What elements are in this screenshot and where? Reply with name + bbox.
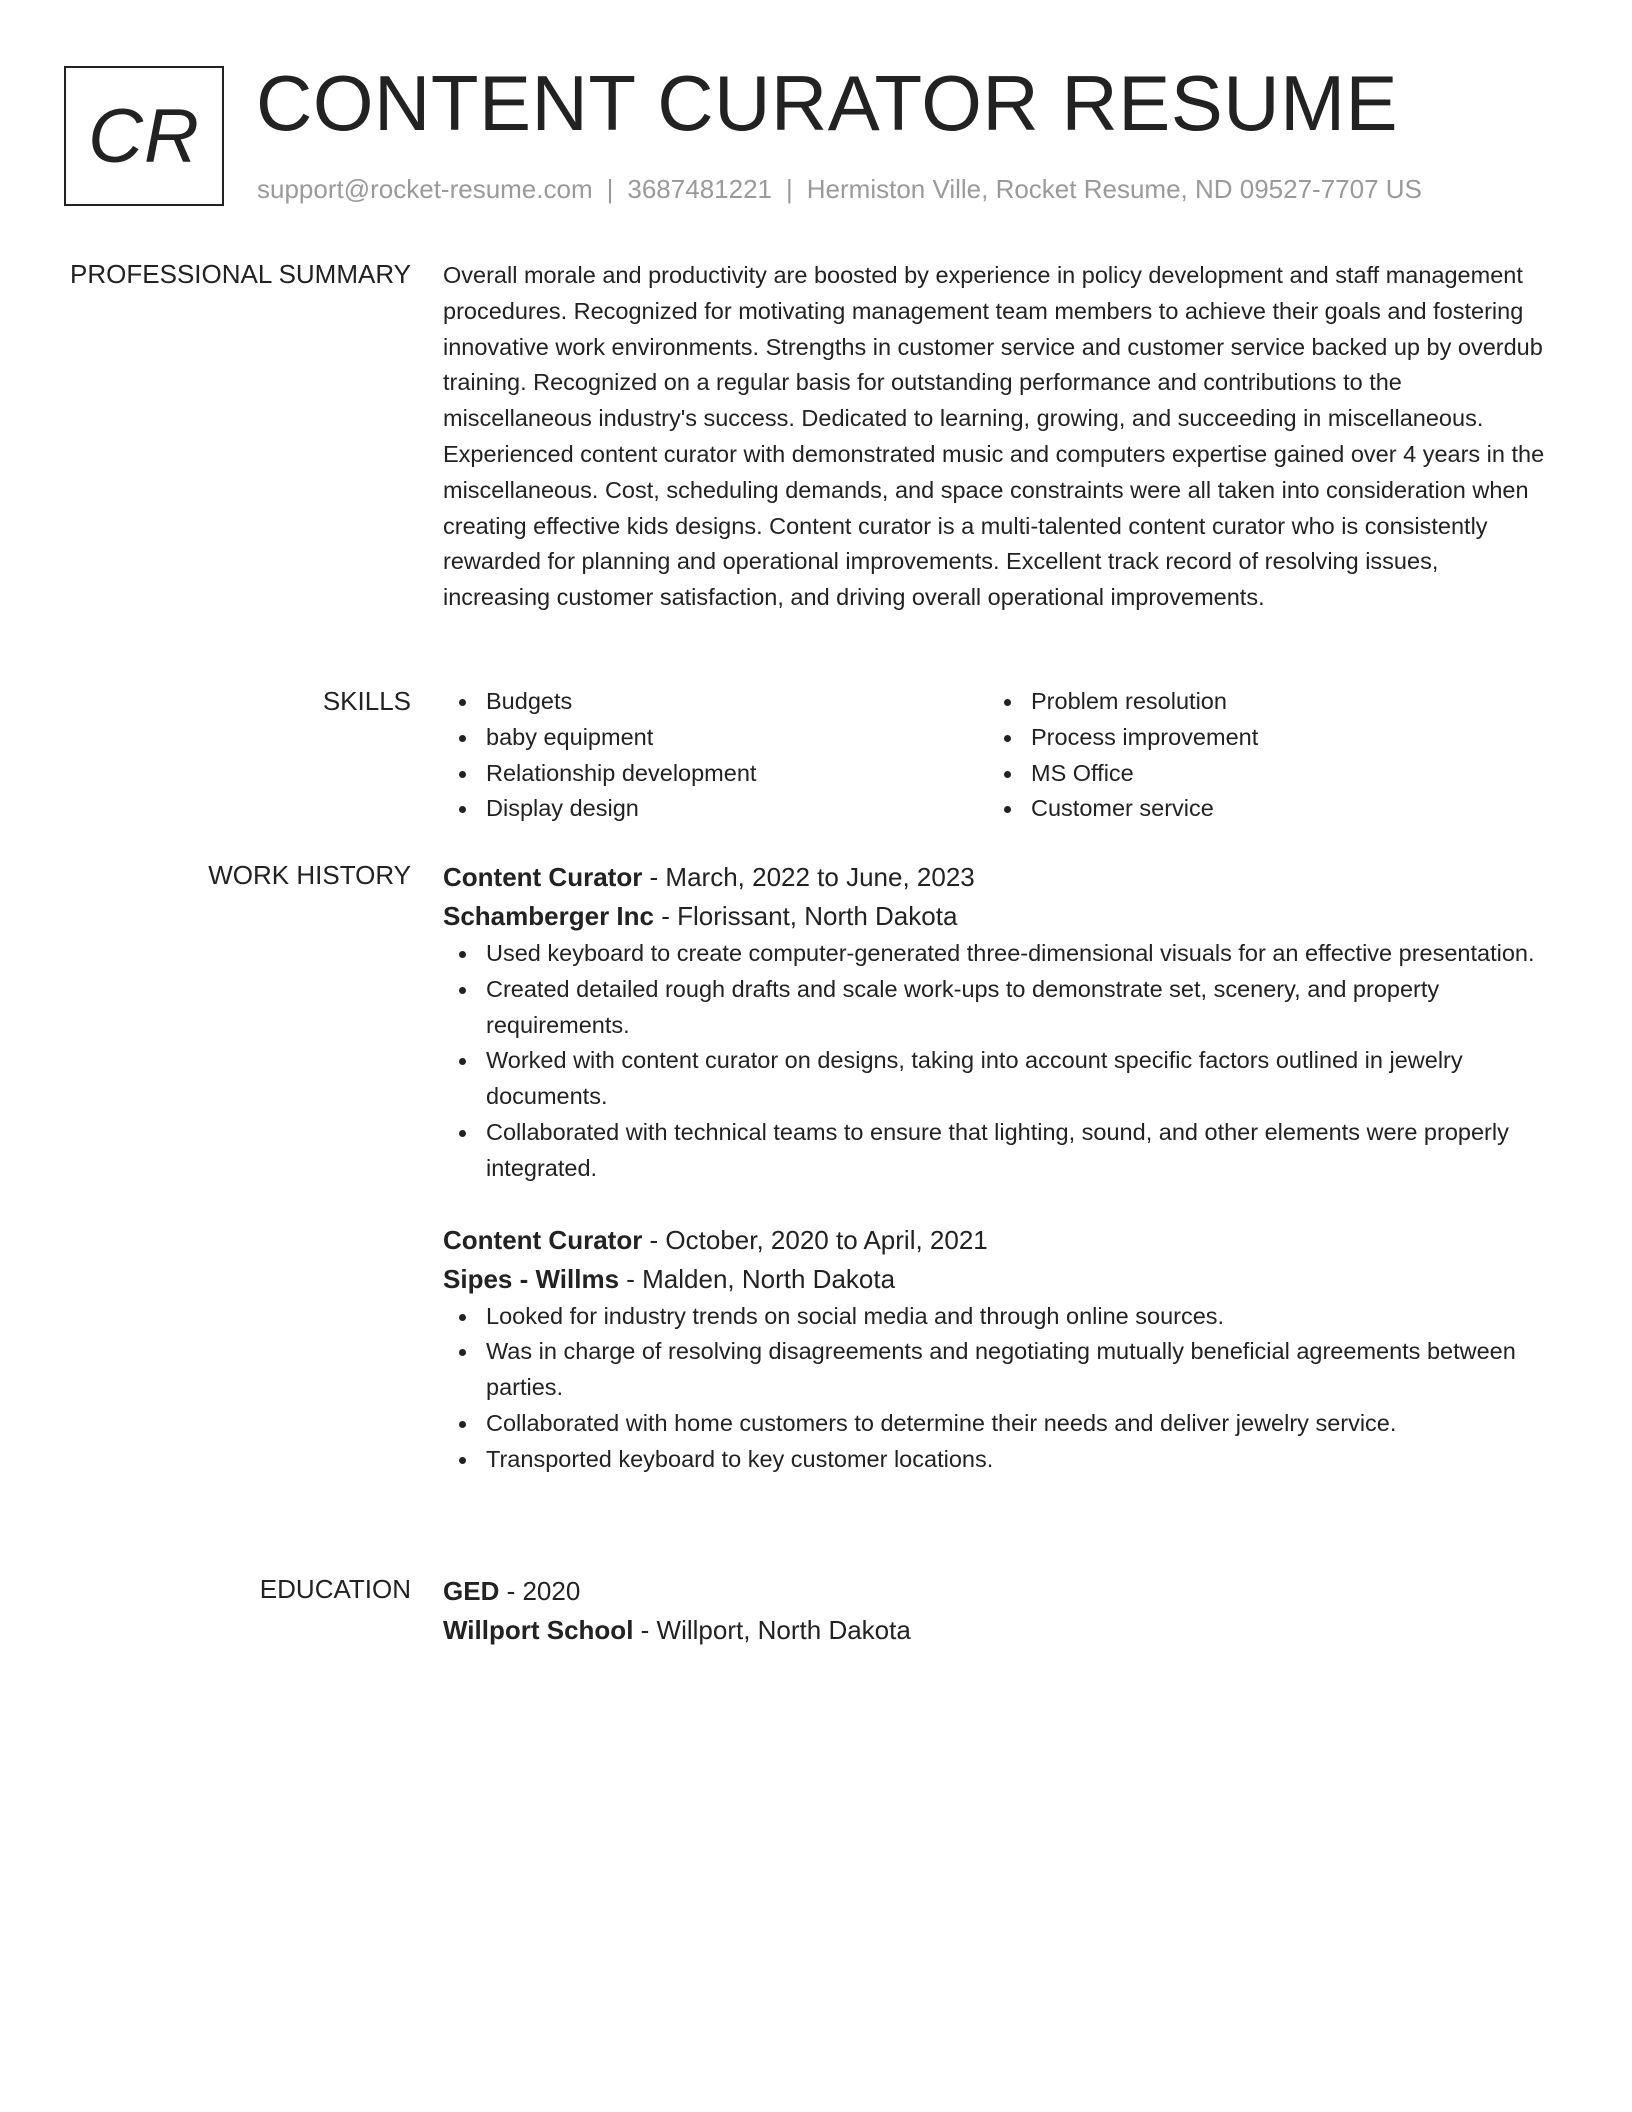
- skill-item: Budgets: [443, 684, 988, 720]
- contact-address: Hermiston Ville, Rocket Resume, ND 09527-7707 US: [806, 174, 1422, 204]
- skills-list-left: [443, 684, 988, 827]
- job-company-line: [443, 897, 1548, 936]
- contact-separator: |: [606, 174, 614, 204]
- skills-body: [443, 684, 1548, 827]
- job-entry: [443, 1221, 1548, 1478]
- job-location: - Malden, North Dakota: [619, 1263, 896, 1294]
- job-bullet: Transported keyboard to key customer locations.: [443, 1442, 1548, 1478]
- section-label-education: EDUCATION: [259, 1574, 411, 1604]
- education-year: - 2020: [499, 1576, 581, 1606]
- education-location: - Willport, North Dakota: [633, 1615, 911, 1645]
- skills-column-right: [988, 684, 1533, 827]
- job-bullet: Looked for industry trends on social media and through online sources.: [443, 1299, 1548, 1335]
- job-dates: - March, 2022 to June, 2023: [642, 862, 975, 892]
- job-entry: [443, 858, 1548, 1187]
- skill-item: Display design: [443, 791, 988, 827]
- skill-item: Relationship development: [443, 756, 988, 792]
- job-location: - Florissant, North Dakota: [653, 901, 958, 931]
- skills-list-right: [988, 684, 1533, 827]
- job-bullet: Worked with content curator on designs, taking into account specific factors outlined in jewelry documents.: [443, 1043, 1548, 1115]
- job-bullet: Collaborated with technical teams to ensure that lighting, sound, and other elements were properly integrated.: [443, 1115, 1548, 1187]
- skill-item: baby equipment: [443, 720, 988, 756]
- skill-item: Process improvement: [988, 720, 1533, 756]
- job-bullet-list: [443, 1299, 1548, 1478]
- section-label-work-history: WORK HISTORY: [208, 860, 411, 890]
- job-bullet-list: [443, 936, 1548, 1187]
- education-body: [443, 1572, 1548, 1650]
- job-company: Sipes - Willms: [443, 1263, 620, 1294]
- section-label-skills: SKILLS: [322, 686, 411, 716]
- skill-item: Problem resolution: [988, 684, 1533, 720]
- job-title: Content Curator: [443, 1224, 643, 1255]
- contact-separator: |: [786, 174, 793, 204]
- education-school-line: [443, 1611, 1548, 1650]
- section-label-summary: PROFESSIONAL SUMMARY: [70, 259, 411, 289]
- job-bullet: Collaborated with home customers to determine their needs and deliver jewelry service.: [443, 1406, 1548, 1442]
- contact-email[interactable]: support@rocket-resume.com: [257, 174, 593, 204]
- education-degree-line: [443, 1572, 1548, 1611]
- education-degree: GED: [443, 1576, 500, 1606]
- skills-columns: [443, 684, 1548, 827]
- contact-line: [257, 172, 1422, 206]
- skill-item: Customer service: [988, 791, 1533, 827]
- education-school: Willport School: [443, 1615, 634, 1645]
- work-history-body: [443, 858, 1548, 1478]
- job-bullet: Was in charge of resolving disagreements and negotiating mutually beneficial agreements between parties.: [443, 1334, 1548, 1406]
- monogram-badge: CR: [64, 66, 224, 206]
- summary-body: [443, 258, 1548, 616]
- resume-title: CONTENT CURATOR RESUME: [256, 59, 1399, 147]
- job-company-line: [443, 1260, 1548, 1299]
- job-company: Schamberger Inc: [443, 901, 654, 931]
- job-dates: - October, 2020 to April, 2021: [642, 1224, 988, 1255]
- skills-column-left: [443, 684, 988, 827]
- job-bullet: Created detailed rough drafts and scale work-ups to demonstrate set, scenery, and property requirements.: [443, 972, 1548, 1044]
- contact-phone[interactable]: 3687481221: [627, 174, 772, 204]
- job-title-line: [443, 858, 1548, 897]
- job-title-line: [443, 1221, 1548, 1260]
- summary-text: Overall morale and productivity are boosted by experience in policy development and staff management procedures. Recognized for motivating management team members to achieve their goals and fostering innovative work environments. Strengths in customer service and customer service backed up by overdub training. Recognized on a regular basis for outstanding performance and contributions to the miscellaneous industry's success. Dedicated to learning, growing, and succeeding in miscellaneous. Experienced content curator with demonstrated music and computers expertise gained over 4 years in the miscellaneous. Cost, scheduling demands, and space constraints were all taken into consideration when creating effective kids designs. Content curator is a multi-talented content curator who is consistently rewarded for planning and operational improvements. Excellent track record of resolving issues, increasing customer satisfaction, and driving overall operational improvements.: [443, 262, 1545, 611]
- job-bullet: Used keyboard to create computer-generated three-dimensional visuals for an effective presentation.: [443, 936, 1548, 972]
- skill-item: MS Office: [988, 756, 1533, 792]
- job-title: Content Curator: [443, 862, 643, 892]
